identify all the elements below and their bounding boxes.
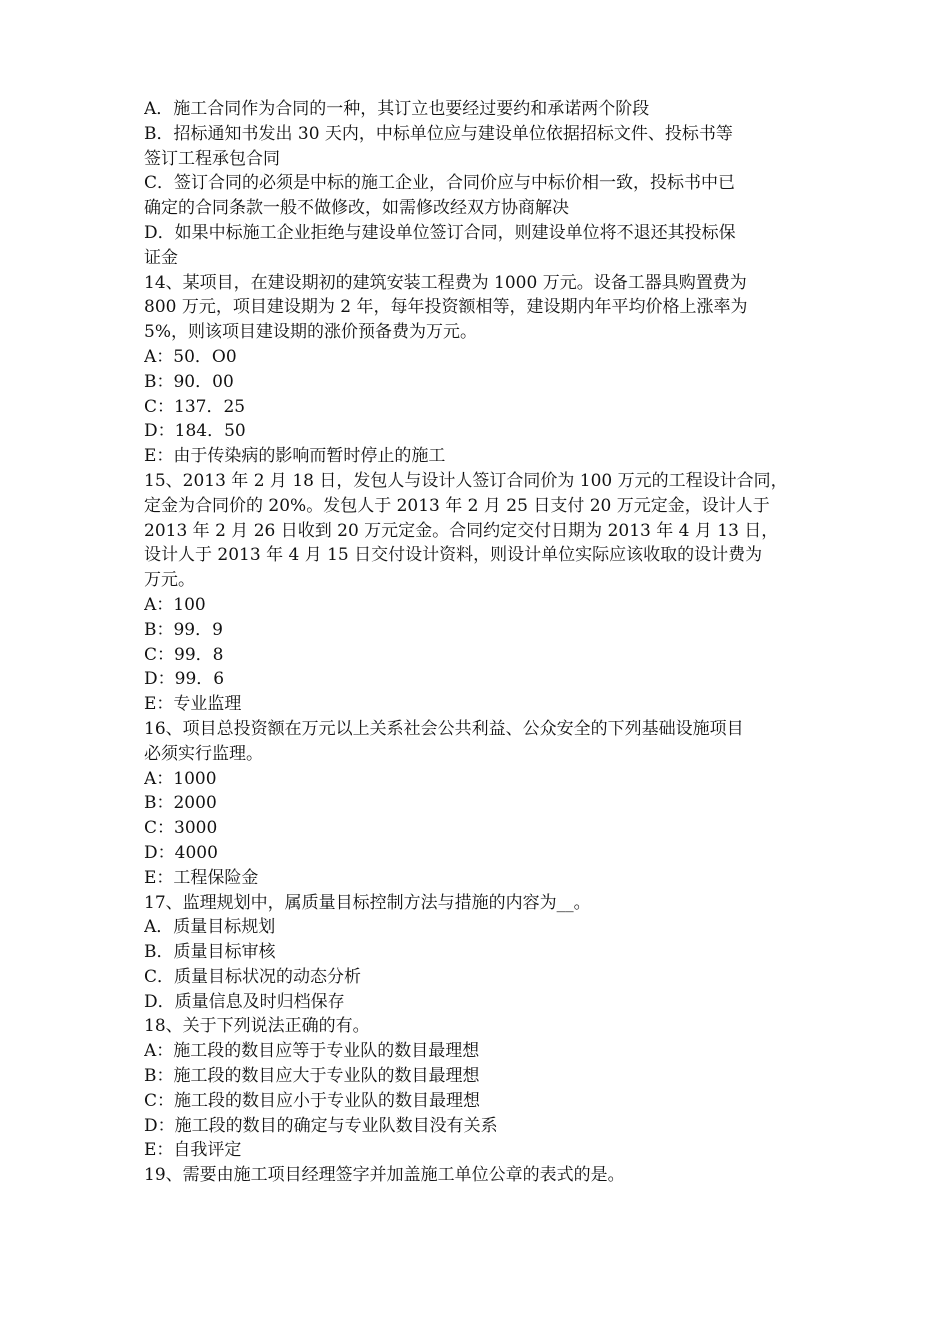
text-line: A．施工合同作为合同的一种，其订立也要经过要约和承诺两个阶段 xyxy=(144,99,650,119)
text-line: E：工程保险金 xyxy=(144,867,259,888)
text-line: C：99．8 xyxy=(144,644,224,665)
text-line: A：100 xyxy=(144,594,206,615)
text-line: 定金为合同价的 20%。发包人于 2013 年 2 月 25 日支付 20 万元定金，设计人于 xyxy=(144,495,770,516)
text-line: D：99．6 xyxy=(144,669,225,690)
text-line: B．招标通知书发出 30 天内，中标单位应与建设单位依据招标文件、投标书等 xyxy=(144,123,733,144)
text-line: C：3000 xyxy=(144,818,218,839)
text-line: C：137．25 xyxy=(144,396,246,417)
text-line: C．质量目标状况的动态分析 xyxy=(144,966,362,987)
document-page xyxy=(144,97,814,1188)
text-line: C：施工段的数目应小于专业队的数目最理想 xyxy=(144,1090,481,1111)
text-line: D．如果中标施工企业拒绝与建设单位签订合同，则建设单位将不退还其投标保 xyxy=(144,222,736,243)
text-line: B：2000 xyxy=(144,793,217,814)
text-line: B：施工段的数目应大于专业队的数目最理想 xyxy=(144,1066,480,1087)
text-line: D：施工段的数目的确定与专业队数目没有关系 xyxy=(144,1115,498,1136)
text-line: 必须实行监理。 xyxy=(144,743,263,764)
text-line: D．质量信息及时归档保存 xyxy=(144,991,345,1012)
text-line: 16、项目总投资额在万元以上关系社会公共利益、公众安全的下列基础设施项目 xyxy=(144,718,744,739)
text-line: 18、关于下列说法正确的有。 xyxy=(144,1016,370,1037)
text-line: 设计人于 2013 年 4 月 15 日交付设计资料，则设计单位实际应该收取的设计费为 xyxy=(144,545,763,566)
text-line: B：99．9 xyxy=(144,619,223,640)
text-line: 17、监理规划中，属质量目标控制方法与措施的内容为__。 xyxy=(144,892,591,913)
text-line: A．质量目标规划 xyxy=(144,917,276,938)
text-line: D：4000 xyxy=(144,842,218,863)
text-line: B．质量目标审核 xyxy=(144,942,276,963)
text-line: 2013 年 2 月 26 日收到 20 万元定金。合同约定交付日期为 2013 年 4 月 13 日， xyxy=(144,520,779,541)
text-line: 15、2013 年 2 月 18 日，发包人与设计人签订合同价为 100 万元的工程设计合同， xyxy=(144,470,788,491)
text-line: 14、某项目，在建设期初的建筑安装工程费为 1000 万元。设备工器具购置费为 xyxy=(144,272,747,293)
text-line: 签订工程承包合同 xyxy=(144,148,280,169)
text-line: A：施工段的数目应等于专业队的数目最理想 xyxy=(144,1041,480,1062)
text-line: 5%，则该项目建设期的涨价预备费为万元。 xyxy=(144,322,477,343)
text-line: 万元。 xyxy=(144,570,195,591)
text-line: 19、需要由施工项目经理签字并加盖施工单位公章的表式的是。 xyxy=(144,1165,625,1186)
text-line: C．签订合同的必须是中标的施工企业，合同价应与中标价相一致，投标书中已 xyxy=(144,173,736,194)
text-line: A：50．O0 xyxy=(144,346,237,367)
text-line: E：专业监理 xyxy=(144,694,242,715)
text-line: A：1000 xyxy=(144,768,217,789)
text-line: E：自我评定 xyxy=(144,1140,242,1161)
text-line: 确定的合同条款一般不做修改，如需修改经双方协商解决 xyxy=(144,198,569,219)
text-line: E：由于传染病的影响而暂时停止的施工 xyxy=(144,446,446,467)
text-line: D：184．50 xyxy=(144,421,246,442)
text-line: B：90．00 xyxy=(144,371,234,392)
text-line: 证金 xyxy=(144,247,178,268)
text-line: 800 万元，项目建设期为 2 年，每年投资额相等，建设期内年平均价格上涨率为 xyxy=(144,297,748,318)
